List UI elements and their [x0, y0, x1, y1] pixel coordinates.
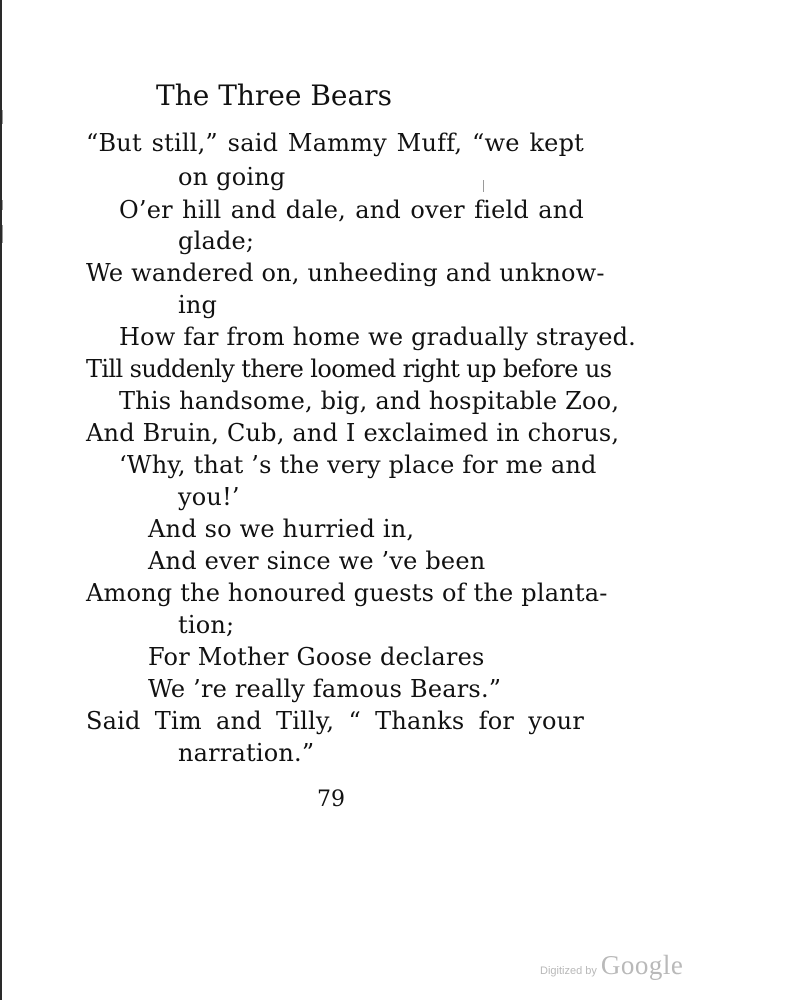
- poem-line: tion;: [178, 611, 235, 639]
- poem-line: And so we hurried in,: [148, 515, 415, 543]
- poem-line: narration.”: [178, 739, 315, 767]
- poem-line: Among the honoured guests of the planta-: [86, 579, 608, 607]
- poem-line: on going: [178, 163, 286, 191]
- poem-line: you!’: [178, 483, 240, 511]
- poem-line: Said Tim and Tilly, “ Thanks for your: [86, 707, 584, 735]
- scan-speck: [2, 225, 3, 243]
- poem-line: O’er hill and dale, and over field and: [119, 196, 584, 224]
- page-title: The Three Bears: [156, 79, 392, 112]
- poem-line: This handsome, big, and hospitable Zoo,: [119, 387, 620, 415]
- poem-line: We wandered on, unheeding and unknow-: [86, 259, 605, 287]
- scan-speck: [483, 180, 484, 192]
- scan-page-edge: [0, 0, 2, 1000]
- poem-line: ing: [178, 291, 218, 319]
- poem-line: How far from home we gradually strayed.: [119, 323, 637, 351]
- poem-line: And ever since we ’ve been: [148, 547, 486, 575]
- digitized-by-google-watermark: [540, 950, 683, 984]
- scan-speck: [2, 200, 3, 210]
- watermark-prefix: Digitized by: [540, 965, 597, 977]
- page-number: 79: [317, 787, 345, 812]
- poem-line: glade;: [178, 227, 255, 255]
- google-logo: Google: [600, 950, 684, 980]
- poem-line: And Bruin, Cub, and I exclaimed in chorus,: [86, 419, 620, 447]
- poem-line: We ’re really famous Bears.”: [148, 675, 502, 703]
- poem-line: For Mother Goose declares: [148, 643, 485, 671]
- poem-line: “But still,” said Mammy Muff, “we kept: [86, 129, 584, 157]
- poem-line: ‘Why, that ’s the very place for me and: [119, 451, 597, 479]
- poem-line: Till suddenly there loomed right up before us: [86, 355, 612, 383]
